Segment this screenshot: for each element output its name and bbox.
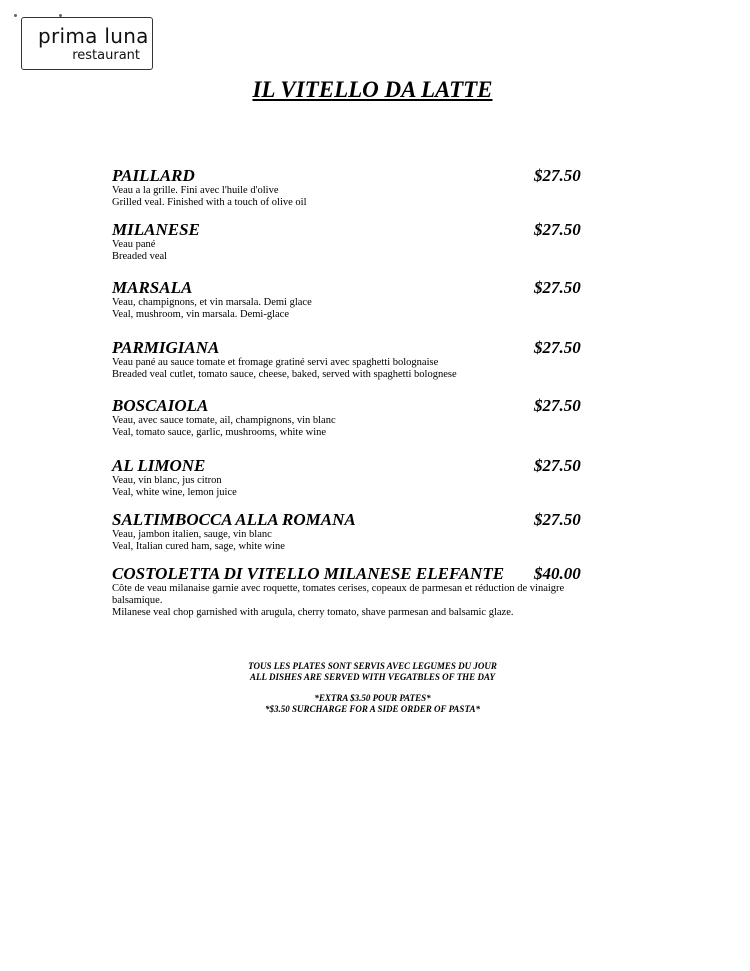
menu-item (112, 338, 602, 381)
item-desc-en: Veal, white wine, lemon juice (112, 487, 237, 498)
item-price: $27.50 (534, 396, 581, 415)
item-price: $27.50 (534, 456, 581, 475)
item-price: $27.50 (534, 220, 581, 239)
item-desc-fr: Côte de veau milanaise garnie avec roquette, tomates cerises, copeaux de parmesan et réduction de vinaigre balsamique. (112, 583, 565, 606)
item-desc-en: Veal, Italian cured ham, sage, white wine (112, 541, 285, 552)
item-price: $40.00 (534, 564, 581, 583)
item-desc-en: Breaded veal cutlet, tomato sauce, cheese, baked, served with spaghetti bolognese (112, 369, 457, 380)
menu-item (112, 220, 602, 263)
item-desc-en: Milanese veal chop garnished with arugula, cherry tomato, shave parmesan and balsamic glaze. (112, 607, 514, 618)
note-vegetables-fr: TOUS LES PLATES SONT SERVIS AVEC LEGUMES DU JOUR (248, 661, 497, 671)
item-desc-en: Grilled veal. Finished with a touch of olive oil (112, 197, 307, 208)
item-desc-fr: Veau, avec sauce tomate, ail, champignons, vin blanc (112, 415, 336, 426)
note-pasta-fr: *EXTRA $3.50 POUR PATES* (314, 693, 431, 703)
note-pasta-en: *$3.50 SURCHARGE FOR A SIDE ORDER OF PASTA* (265, 704, 480, 714)
menu-item (112, 396, 602, 439)
item-desc-en: Veal, mushroom, vin marsala. Demi-glace (112, 309, 289, 320)
item-name: MILANESE (112, 220, 200, 239)
menu-item (112, 564, 612, 619)
item-desc-en: Breaded veal (112, 251, 168, 262)
item-desc-en: Veal, tomato sauce, garlic, mushrooms, white wine (112, 427, 327, 438)
note-spacer (0, 683, 745, 693)
menu-item (112, 510, 602, 553)
item-name: COSTOLETTA DI VITELLO MILANESE ELEFANTE (112, 564, 505, 583)
note-vegetables-en: ALL DISHES ARE SERVED WITH VEGATBLES OF THE DAY (250, 672, 495, 682)
scan-mark (14, 14, 17, 17)
item-name: BOSCAIOLA (112, 396, 209, 415)
item-name: MARSALA (112, 278, 193, 297)
item-desc-fr: Veau, vin blanc, jus citron (112, 475, 222, 486)
item-desc-fr: Veau a la grille. Fini avec l'huile d'olive (112, 185, 279, 196)
item-desc-fr: Veau, jambon italien, sauge, vin blanc (112, 529, 272, 540)
menu-item (112, 166, 602, 209)
item-price: $27.50 (534, 338, 581, 357)
item-name: PARMIGIANA (112, 338, 220, 357)
logo-name: prima luna (38, 24, 149, 48)
restaurant-logo (21, 17, 153, 70)
menu-notes (0, 661, 745, 715)
page-title: IL VITELLO DA LATTE (252, 77, 493, 102)
item-name: SALTIMBOCCA ALLA ROMANA (112, 510, 356, 529)
item-desc-fr: Veau pané au sauce tomate et fromage gratiné servi avec spaghetti bolognaise (112, 357, 439, 368)
item-name: PAILLARD (112, 166, 195, 185)
logo-subtitle: restaurant (72, 48, 140, 63)
item-desc-fr: Veau, champignons, et vin marsala. Demi glace (112, 297, 312, 308)
item-name: AL LIMONE (112, 456, 206, 475)
item-price: $27.50 (534, 510, 581, 529)
item-price: $27.50 (534, 166, 581, 185)
scan-mark (59, 14, 62, 17)
item-price: $27.50 (534, 278, 581, 297)
menu-item (112, 456, 602, 499)
menu-item (112, 278, 602, 321)
item-desc-fr: Veau pané (112, 239, 156, 250)
